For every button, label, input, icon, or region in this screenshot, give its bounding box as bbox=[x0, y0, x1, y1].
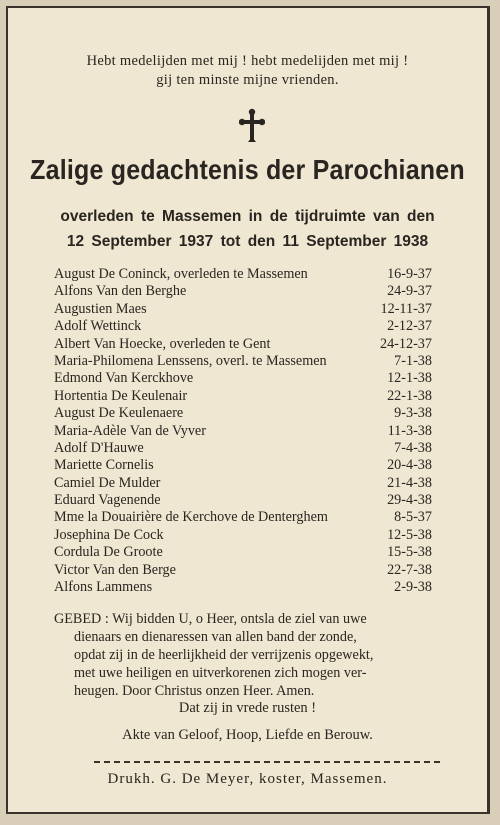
death-date: 16-9-37 bbox=[387, 266, 432, 282]
deceased-name: Josephina De Cock bbox=[54, 526, 164, 543]
list-item bbox=[54, 492, 432, 509]
printer-credit: Drukh. G. De Meyer, koster, Massemen. bbox=[107, 771, 388, 787]
list-item bbox=[54, 475, 432, 492]
deceased-name: Albert Van Hoecke, overleden te Gent bbox=[54, 335, 271, 352]
death-date: 12-1-38 bbox=[387, 370, 432, 387]
list-item bbox=[54, 405, 432, 422]
list-item bbox=[54, 301, 432, 318]
death-date: 8-5-37 bbox=[394, 509, 432, 526]
subtitle-line-2: 12 September 1937 tot den 11 September 1938 bbox=[66, 233, 429, 250]
death-date: 29-4-38 bbox=[387, 492, 432, 509]
deceased-name: Eduard Vagenende bbox=[54, 492, 161, 509]
death-date: 12-5-38 bbox=[387, 526, 432, 543]
deceased-name: Victor Van den Berge bbox=[54, 561, 176, 578]
epigraph-line-1: Hebt medelijden met mij ! hebt medelijden met mij ! bbox=[86, 53, 409, 69]
death-date: 15-5-38 bbox=[387, 544, 432, 561]
deceased-name: Alfons Lammens bbox=[54, 579, 153, 596]
deceased-name: Edmond Van Kerckhove bbox=[54, 370, 194, 387]
list-item bbox=[54, 370, 432, 387]
deceased-name: Hortentia De Keulenair bbox=[54, 387, 188, 404]
prayer-line-1: GEBED : Wij bidden U, o Heer, ontsla de ziel van uwe bbox=[54, 611, 367, 627]
death-date: 24-9-37 bbox=[387, 283, 432, 300]
deceased-name: Maria-Adèle Van de Vyver bbox=[54, 422, 206, 439]
list-item bbox=[54, 423, 432, 440]
death-date: 12-11-37 bbox=[380, 300, 432, 317]
deceased-name: Adolf D'Hauwe bbox=[54, 439, 144, 456]
page-title: Zalige gedachtenis der Parochianen bbox=[30, 154, 465, 186]
list-item bbox=[54, 579, 432, 596]
deceased-name: August De Keulenaere bbox=[54, 405, 184, 422]
epigraph bbox=[8, 52, 487, 90]
list-item bbox=[54, 544, 432, 561]
rest-in-peace: Dat zij in vrede rusten ! bbox=[178, 700, 317, 716]
deceased-name: Maria-Philomena Lenssens, overl. te Massemen bbox=[54, 352, 327, 369]
deceased-name: Adolf Wettinck bbox=[54, 318, 142, 335]
death-date: 7-4-38 bbox=[394, 439, 432, 456]
death-date: 2-9-38 bbox=[394, 579, 432, 596]
epigraph-line-2: gij ten minste mijne vrienden. bbox=[156, 72, 339, 88]
list-item bbox=[54, 562, 432, 579]
death-date: 2-12-37 bbox=[387, 318, 432, 335]
prayer-line-5: heugen. Door Christus onzen Heer. Amen. bbox=[74, 683, 315, 699]
subtitle-line-1: overleden te Massemen in de tijdruimte van den bbox=[60, 208, 435, 225]
deceased-name: Mariette Cornelis bbox=[54, 457, 154, 474]
deceased-name: Augustien Maes bbox=[54, 300, 147, 317]
list-item bbox=[54, 388, 432, 405]
deceased-name: Alfons Van den Berghe bbox=[54, 283, 187, 300]
death-date: 9-3-38 bbox=[394, 405, 432, 422]
death-date: 21-4-38 bbox=[387, 474, 432, 491]
list-item bbox=[54, 440, 432, 457]
prayer-line-3: opdat zij in de heerlijkheid der verrijzenis opgewekt, bbox=[74, 647, 374, 663]
deceased-name: Mme la Douairière de Kerchove de Denterghem bbox=[54, 509, 328, 526]
list-item bbox=[54, 336, 432, 353]
death-date: 20-4-38 bbox=[387, 457, 432, 474]
deceased-name: August De Coninck, overleden te Massemen bbox=[54, 266, 308, 282]
cross-icon bbox=[239, 108, 265, 144]
list-item bbox=[54, 457, 432, 474]
list-item bbox=[54, 509, 432, 526]
divider bbox=[94, 761, 440, 763]
death-date: 11-3-38 bbox=[387, 422, 432, 439]
acts-line: Akte van Geloof, Hoop, Liefde en Berouw. bbox=[122, 727, 373, 743]
list-item bbox=[54, 318, 432, 335]
list-item bbox=[54, 266, 432, 283]
list-item bbox=[54, 283, 432, 300]
death-date: 7-1-38 bbox=[394, 352, 432, 369]
death-date: 22-7-38 bbox=[387, 561, 432, 578]
prayer-line-2: dienaars en dienaressen van allen band der zonde, bbox=[74, 629, 357, 645]
memorial-card bbox=[6, 6, 490, 814]
death-date: 22-1-38 bbox=[387, 387, 432, 404]
prayer bbox=[54, 610, 442, 700]
list-item bbox=[54, 353, 432, 370]
deceased-name: Camiel De Mulder bbox=[54, 474, 161, 491]
deceased-name: Cordula De Groote bbox=[54, 544, 163, 561]
prayer-line-4: met uwe heiligen en uitverkorenen zich mogen ver- bbox=[74, 665, 367, 681]
death-date: 24-12-37 bbox=[379, 335, 432, 352]
list-item bbox=[54, 527, 432, 544]
deceased-list bbox=[54, 266, 432, 596]
